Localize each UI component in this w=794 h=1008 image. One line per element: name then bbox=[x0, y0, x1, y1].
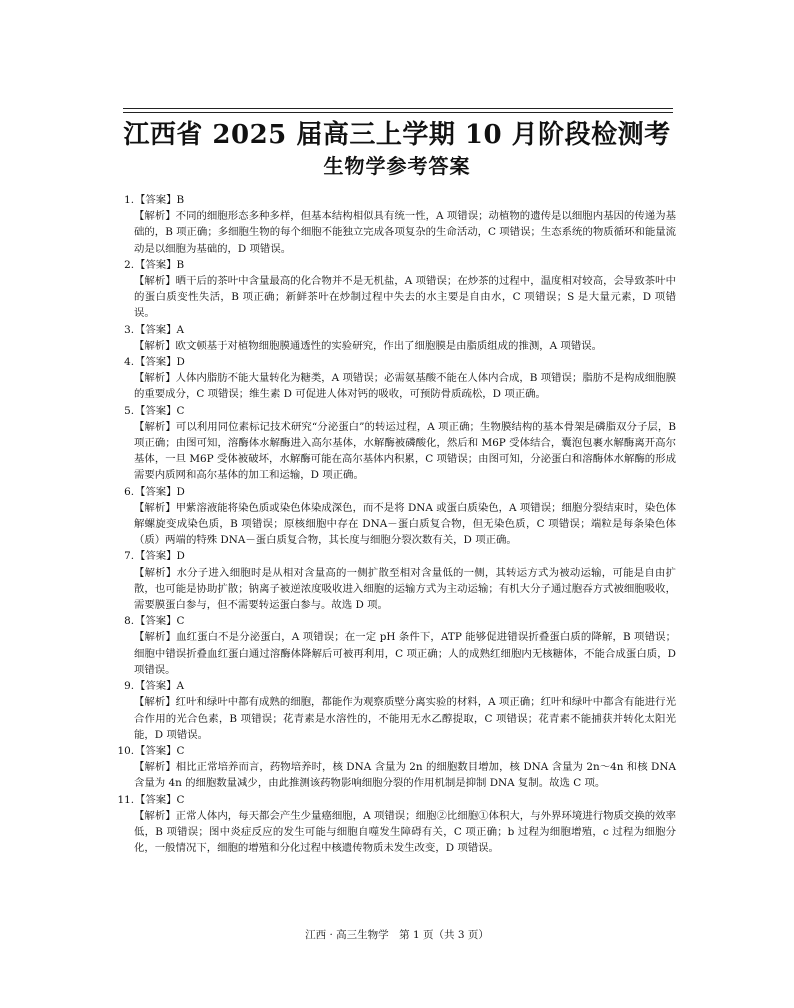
answer-text: 【答案】A bbox=[135, 680, 185, 693]
question-number: 1. bbox=[124, 194, 134, 206]
answer-explanation: 【解析】可以利用同位素标记技术研究“分泌蛋白”的转运过程，A 项正确；生物膜结构的基本骨架是磷脂双分子层，B 项正确；由图可知，溶酶体水解酶进入高尔基体，水解酶被磷酸化，然后和 M6P 受体结合，囊泡包裹水解酶离开高尔基体，一旦 M6P 受体被破坏，水解酶可能在高尔基体内积累，C 项错误；由图可知，分泌蛋白和溶酶体水解酶的形成需要内质网和高尔基体的加工和运输，D 项正确。 bbox=[134, 420, 676, 482]
question-answer bbox=[120, 613, 676, 629]
question-item bbox=[120, 484, 676, 549]
question-number: 3. bbox=[124, 323, 134, 336]
answer-explanation: 【解析】不同的细胞形态多种多样，但基本结构相似具有统一性，A 项错误；动植物的遗传是以细胞内基因的传递为基础的，B 项正确；多细胞生物的每个细胞不能独立完成各项复杂的生命活动，C 项错误；生态系统的物质循环和能量流动是以细胞为基础的，D 项错误。 bbox=[134, 210, 676, 255]
question-number: 10. bbox=[117, 744, 134, 757]
question-answer bbox=[117, 792, 676, 808]
question-item bbox=[120, 613, 676, 678]
question-item bbox=[120, 257, 676, 322]
answer-text: 【答案】C bbox=[135, 744, 185, 757]
question-number: 5. bbox=[124, 404, 134, 417]
question-answer bbox=[120, 257, 676, 273]
header-rule-bottom bbox=[123, 112, 673, 113]
answer-explanation: 【解析】正常人体内，每天都会产生少量癌细胞，A 项错误；细胞②比细胞①体积大，与外界环境进行物质交换的效率低，B 项错误；图中炎症反应的发生可能与细胞自噬发生障碍有关，C 项正确；b 过程为细胞增殖，c 过程为细胞分化，一般情况下，细胞的增殖和分化过程中核遗传物质未发生改变，D 项错误。 bbox=[134, 809, 676, 855]
question-number: 11. bbox=[117, 793, 134, 806]
question-answer bbox=[120, 192, 676, 208]
question-item bbox=[117, 743, 676, 792]
header-rule-top bbox=[123, 108, 673, 109]
answer-text: 【答案】C bbox=[135, 615, 185, 628]
answer-explanation: 【解析】红叶和绿叶中都有成熟的细胞，都能作为观察质壁分离实验的材料，A 项正确；红叶和绿叶中都含有能进行光合作用的光合色素，B 项错误；花青素是水溶性的，不能用无水乙醇提取，C 项错误；花青素不能捕获并转化太阳光能，D 项错误。 bbox=[134, 696, 676, 741]
question-number: 4. bbox=[124, 356, 134, 369]
answer-text: 【答案】C bbox=[135, 404, 185, 417]
answer-text: 【答案】D bbox=[135, 485, 185, 498]
question-number: 2. bbox=[124, 258, 134, 271]
answer-list bbox=[117, 192, 676, 856]
answer-text: 【答案】B bbox=[135, 258, 185, 271]
question-answer bbox=[120, 403, 676, 419]
question-answer bbox=[120, 322, 676, 338]
answer-explanation: 【解析】甲紫溶液能将染色质或染色体染成深色，而不是将 DNA 或蛋白质染色，A 项错误；细胞分裂结束时，染色体解螺旋变成染色质，B 项错误；原核细胞中存在 DNA－蛋白质复合物，但无染色质，C 项错误；端粒是每条染色体（质）两端的特殊 DNA－蛋白质复合物，其长度与细胞分裂次数有关，D 项正确。 bbox=[134, 501, 676, 547]
question-number: 6. bbox=[124, 485, 134, 498]
question-answer bbox=[120, 678, 676, 694]
question-number: 9. bbox=[124, 680, 134, 693]
document-subtitle: 生物学参考答案 bbox=[323, 154, 471, 178]
question-item bbox=[120, 354, 676, 403]
answer-text: 【答案】B bbox=[135, 194, 185, 206]
question-answer bbox=[120, 484, 676, 500]
page-footer: 江西 · 高三生物学 第 1 页（共 3 页） bbox=[305, 929, 489, 941]
answer-text: 【答案】A bbox=[135, 323, 185, 336]
question-item bbox=[120, 322, 676, 354]
question-answer bbox=[117, 743, 676, 759]
answer-text: 【答案】D bbox=[135, 550, 185, 563]
question-item bbox=[120, 548, 676, 613]
answer-explanation: 【解析】血红蛋白不是分泌蛋白，A 项错误；在一定 pH 条件下，ATP 能够促进错误折叠蛋白质的降解，B 项错误；细胞中错误折叠血红蛋白通过溶酶体降解后可被再利用，C 项正确；人的成熟红细胞内无核糖体，不能合成蛋白质，D 项错误。 bbox=[134, 631, 676, 676]
answer-text: 【答案】D bbox=[135, 356, 185, 369]
document-title: 江西省 2025 届高三上学期 10 月阶段检测考 bbox=[123, 120, 671, 150]
question-number: 7. bbox=[124, 550, 134, 563]
answer-explanation: 【解析】相比正常培养而言，药物培养时，核 DNA 含量为 2n 的细胞数目增加，核 DNA 含量为 2n～4n 和核 DNA 含量为 4n 的细胞数量减少，由此推测该药物影响细胞分裂的作用机制是抑制 DNA 复制。故选 C 项。 bbox=[134, 761, 676, 790]
answer-explanation: 【解析】欧文顿基于对植物细胞膜通透性的实验研究，作出了细胞膜是由脂质组成的推测，A 项错误。 bbox=[134, 339, 602, 352]
answer-text: 【答案】C bbox=[135, 793, 185, 806]
question-item bbox=[120, 403, 676, 484]
answer-explanation: 【解析】晒干后的茶叶中含量最高的化合物并不是无机盐，A 项错误；在炒茶的过程中，温度相对较高，会导致茶叶中的蛋白质变性失活，B 项正确；新鲜茶叶在炒制过程中失去的水主要是自由水，C 项错误；S 是大量元素，D 项错误。 bbox=[134, 275, 676, 320]
question-answer bbox=[120, 354, 676, 370]
question-item bbox=[117, 792, 676, 857]
answer-explanation: 【解析】水分子进入细胞时是从相对含量高的一侧扩散至相对含量低的一侧，其转运方式为被动运输，可能是自由扩散，也可能是协助扩散；钠离子被逆浓度吸收进入细胞的运输方式为主动运输；有机大分子通过胞吞方式被细胞吸收，需要膜蛋白参与，但不需要转运蛋白参与。故选 D 项。 bbox=[134, 566, 676, 612]
question-answer bbox=[120, 548, 676, 564]
answer-explanation: 【解析】人体内脂肪不能大量转化为糖类，A 项错误；必需氨基酸不能在人体内合成，B 项错误；脂肪不是构成细胞膜的重要成分，C 项错误；维生素 D 可促进人体对钙的吸收，可预防骨质疏松，D 项正确。 bbox=[134, 372, 676, 401]
question-number: 8. bbox=[124, 615, 134, 628]
question-item bbox=[120, 192, 676, 257]
question-item bbox=[120, 678, 676, 743]
